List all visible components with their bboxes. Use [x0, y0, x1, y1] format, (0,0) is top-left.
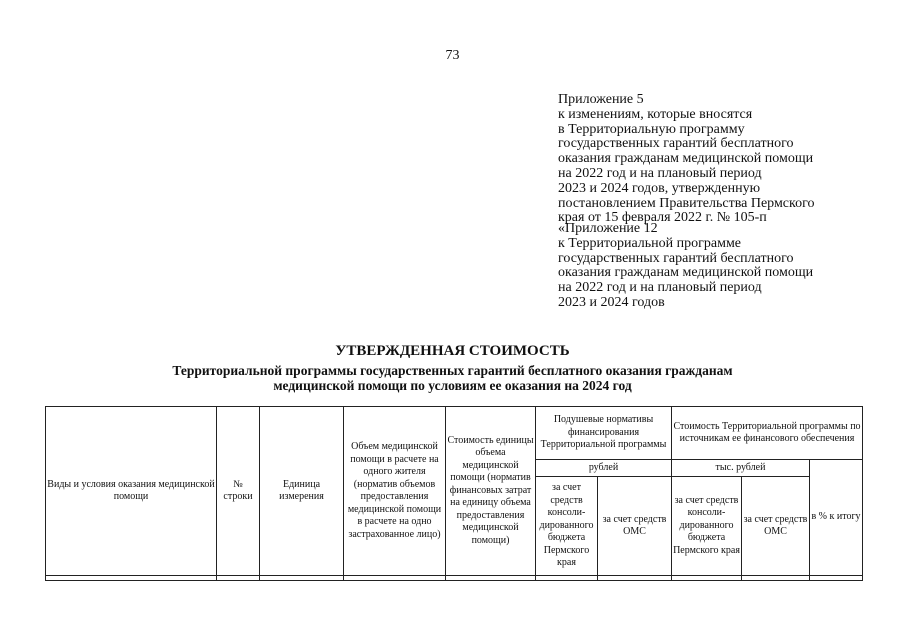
cost-table — [45, 406, 863, 581]
appendix-line: государственных гарантий бесплатного — [558, 136, 794, 152]
header-percent: в % к итогу — [810, 460, 863, 576]
appendix-line: на 2022 год и на плановый период — [558, 165, 762, 181]
document-title: УТВЕРЖДЕННАЯ СТОИМОСТЬ — [335, 343, 570, 359]
header-oms-thousand: за счет средств ОМС — [742, 477, 810, 576]
appendix-line: государственных гарантий бесплатного — [558, 250, 794, 266]
table-cell — [446, 576, 536, 581]
table-cell — [46, 576, 217, 581]
appendix-line: к изменениям, которые вносятся — [558, 106, 753, 122]
header-unit: Единица измерения — [260, 407, 344, 576]
subtitle-line: Территориальной программы государственных гарантий бесплатного оказания гражданам — [172, 363, 733, 378]
subtitle-line: медицинской помощи по условиям ее оказания на 2024 год — [273, 378, 632, 393]
header-unit-rub: рублей — [536, 460, 672, 477]
appendix-line: в Территориальную программу — [558, 121, 745, 137]
header-unit-thousand-rub: тыс. рублей — [672, 460, 810, 477]
header-row-number: № строки — [217, 407, 260, 576]
table-cell — [598, 576, 672, 581]
document-subtitle — [0, 363, 905, 393]
table-row — [46, 576, 863, 581]
appendix-line: 2023 и 2024 годов — [558, 294, 665, 310]
table-cell — [810, 576, 863, 581]
header-types: Виды и условия оказания медицинской помощи — [46, 407, 217, 576]
header-budget-thousand: за счет средств консоли-дированного бюджета Пермского края — [672, 477, 742, 576]
header-oms-rub: за счет средств ОМС — [598, 477, 672, 576]
appendix-line: на 2022 год и на плановый период — [558, 280, 762, 296]
appendix-line: оказания гражданам медицинской помощи — [558, 151, 814, 167]
appendix-block-1 — [558, 93, 815, 226]
appendix-line: оказания гражданам медицинской помощи — [558, 265, 814, 281]
appendix-block-2 — [558, 222, 813, 311]
table-cell — [217, 576, 260, 581]
appendix-line: Приложение 5 — [558, 92, 644, 107]
appendix-line: края от 15 февраля 2022 г. № 105-п — [558, 210, 767, 226]
header-volume: Объем медицинской помощи в расчете на одного жителя (норматив объемов предоставления медицинской помощи в расчете на одно застрахованное лицо) — [344, 407, 446, 576]
appendix-line: к Территориальной программе — [558, 235, 742, 251]
table-cell — [344, 576, 446, 581]
header-per-capita-group: Подушевые нормативы финансирования Территориальной программы — [536, 407, 672, 460]
appendix-line: «Приложение 12 — [558, 221, 658, 236]
table-cell — [260, 576, 344, 581]
page-number: 73 — [445, 48, 460, 63]
header-cost-group: Стоимость Территориальной программы по источникам ее финансового обеспечения — [672, 407, 863, 460]
table-cell — [742, 576, 810, 581]
table-cell — [536, 576, 598, 581]
appendix-line: постановлением Правительства Пермского — [558, 195, 815, 211]
appendix-line: 2023 и 2024 годов, утвержденную — [558, 180, 761, 196]
table-cell — [672, 576, 742, 581]
header-budget-rub: за счет средств консоли-дированного бюджета Пермского края — [536, 477, 598, 576]
header-unit-cost: Стоимость единицы объема медицинской помощи (норматив финансовых затрат на единицу объема предоставления медицинской помощи) — [446, 407, 536, 576]
